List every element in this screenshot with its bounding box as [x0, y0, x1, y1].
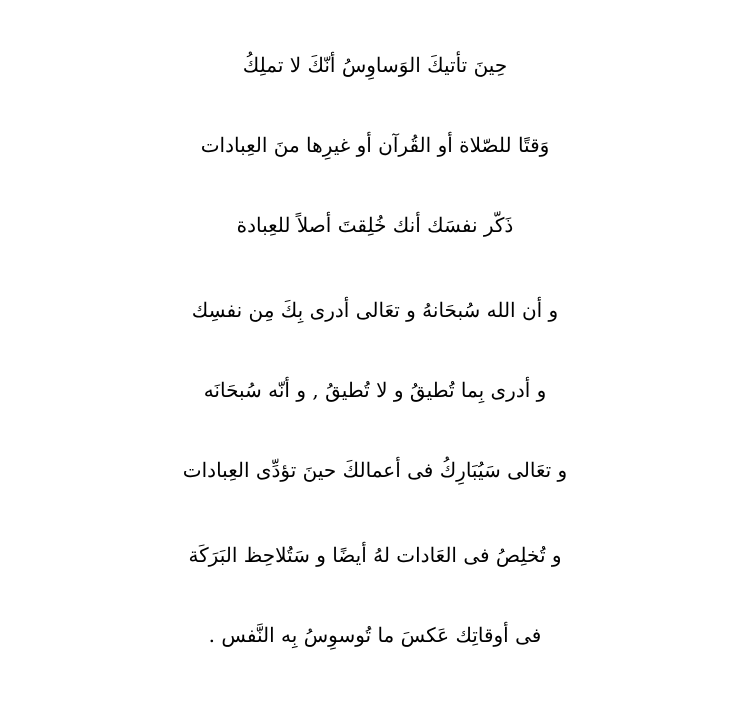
- text-line-8: فى أوقاتِك عَكسَ ما تُوسوِسُ بِه النَّفس .: [208, 623, 542, 647]
- text-line-5: و أدرى بِما تُطيقُ و لا تُطيقُ , و أنّه سُبحَانَه: [203, 378, 547, 402]
- text-line-6: و تعَالى سَيُبَارِكُ فى أعمالكَ حينَ تؤدِّى العِبادات: [182, 458, 568, 482]
- text-line-3: ذَكّر نفسَك أنك خُلِقتَ أصلاً للعِبادة: [236, 213, 514, 237]
- text-line-4: و أن الله سُبحَانهُ و تعَالى أدرى بِكَ مِن نفسِك: [191, 298, 559, 322]
- text-line-2: وَقتًا للصّلاة أو القُرآن أو غيرِها منَ العِبادات: [200, 133, 550, 157]
- text-line-7: و تُخلِصُ فى العَادات لهُ أيضًا و سَتُلاحِظ البَرَكَة: [188, 543, 562, 567]
- text-line-1: حِينَ تأتيكَ الوَساوِسُ أنّكَ لا تملِكُ: [242, 53, 508, 77]
